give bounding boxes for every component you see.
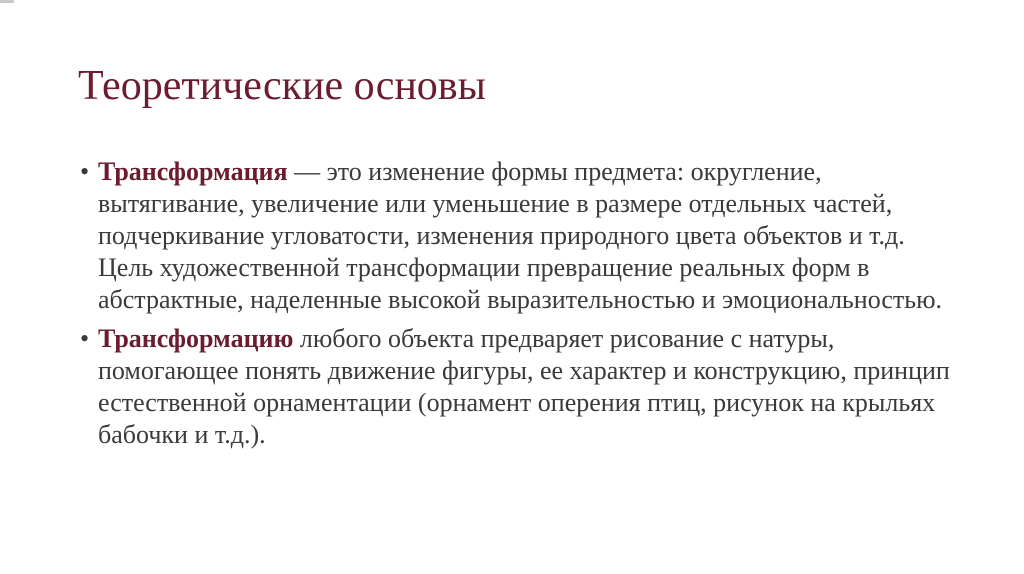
bullet-marker: •: [80, 157, 90, 186]
bullet-term: Трансформация: [98, 157, 288, 186]
bullet-marker: •: [80, 324, 90, 353]
bullet-item: [80, 323, 960, 451]
bullet-text: — это изменение формы предмета: округление, вытягивание, увеличение или уменьшение в размере отдельных частей, подчеркивание угловатости, изменения природного цвета объектов и т.д. Цель художественной трансформации превращение реальных форм в абстрактные, наделенные высокой выразительностью и эмоциональностью.: [98, 157, 943, 314]
bullet-term: Трансформацию: [98, 324, 294, 353]
corner-mark: [0, 0, 14, 3]
slide-title: Теоретические основы: [78, 63, 486, 109]
bullet-text: любого объекта предваряет рисование с натуры, помогающее понять движение фигуры, ее характер и конструкцию, принцип естественной орнаментации (орнамент оперения птиц, рисунок на крыльях бабочки и т.д.).: [98, 324, 950, 449]
bullet-list: [80, 156, 960, 458]
bullet-item: [80, 156, 960, 316]
